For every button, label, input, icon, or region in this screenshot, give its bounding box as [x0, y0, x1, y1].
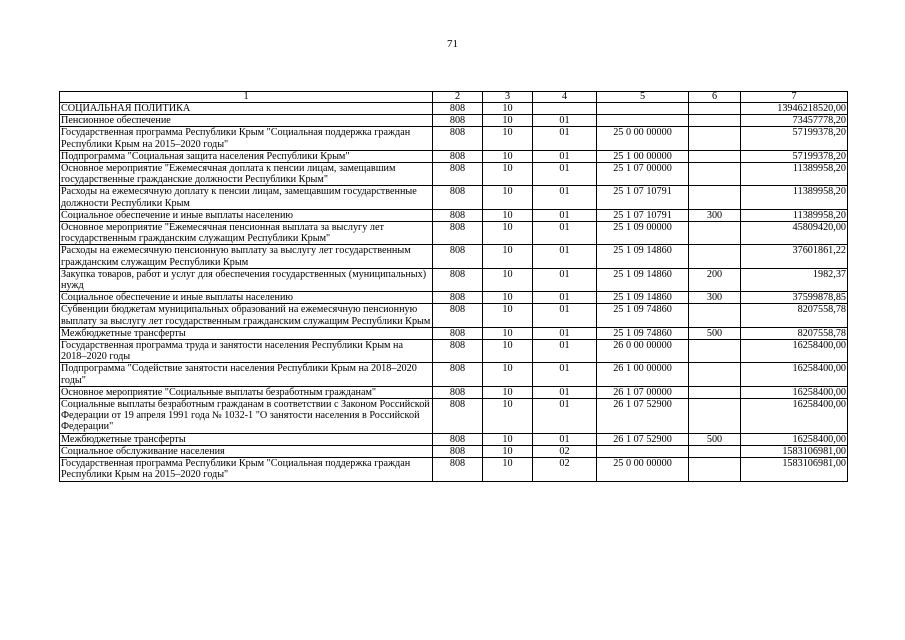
expense-type-cell: 300: [689, 209, 741, 221]
ministry-code-cell: 808: [433, 386, 483, 398]
target-article-cell: 25 1 00 00000: [597, 150, 689, 162]
ministry-code-cell: 808: [433, 150, 483, 162]
budget-table: [59, 91, 848, 482]
amount-cell: 11389958,20: [741, 209, 848, 221]
table-row: [60, 103, 848, 115]
item-name-cell: Социальные выплаты безработным гражданам в соответствии с Законом Российской Федерации от 19 апреля 1991 года № 1032-1 "О занятости населения в Российской Федерации": [60, 399, 433, 434]
ministry-code-cell: 808: [433, 222, 483, 245]
target-article-cell: 26 1 00 00000: [597, 363, 689, 386]
section-code-cell: 10: [483, 268, 533, 291]
table-row: [60, 222, 848, 245]
item-name-cell: Подпрограмма "Социальная защита населения Республики Крым": [60, 150, 433, 162]
subsection-code-cell: 02: [533, 458, 597, 481]
amount-cell: 16258400,00: [741, 433, 848, 445]
item-name-cell: Основное мероприятие "Ежемесячная пенсионная выплата за выслугу лет государственным гражданским служащим Республики Крым": [60, 222, 433, 245]
column-header-1: 1: [60, 92, 433, 103]
table-row: [60, 445, 848, 457]
ministry-code-cell: 808: [433, 292, 483, 304]
target-article-cell: 26 1 07 00000: [597, 386, 689, 398]
target-article-cell: 25 1 09 14860: [597, 245, 689, 268]
item-name-cell: СОЦИАЛЬНАЯ ПОЛИТИКА: [60, 103, 433, 115]
expense-type-cell: [689, 103, 741, 115]
section-code-cell: 10: [483, 163, 533, 186]
expense-type-cell: [689, 115, 741, 127]
item-name-cell: Основное мероприятие "Ежемесячная доплата к пенсии лицам, замещавшим государственные гражданские должности Республики Крым": [60, 163, 433, 186]
table-row: [60, 209, 848, 221]
amount-cell: 57199378,20: [741, 127, 848, 150]
ministry-code-cell: 808: [433, 363, 483, 386]
amount-cell: 8207558,78: [741, 327, 848, 339]
amount-cell: 57199378,20: [741, 150, 848, 162]
expense-type-cell: [689, 340, 741, 363]
section-code-cell: 10: [483, 115, 533, 127]
subsection-code-cell: 01: [533, 292, 597, 304]
table-row: [60, 268, 848, 291]
table-body: [60, 103, 848, 482]
ministry-code-cell: 808: [433, 445, 483, 457]
item-name-cell: Субвенции бюджетам муниципальных образований на ежемесячную пенсионную выплату за выслугу лет государственным гражданским служащим Республики Крым: [60, 304, 433, 327]
target-article-cell: 25 1 07 10791: [597, 186, 689, 209]
item-name-cell: Социальное обеспечение и иные выплаты населению: [60, 292, 433, 304]
amount-cell: 16258400,00: [741, 399, 848, 434]
subsection-code-cell: 01: [533, 386, 597, 398]
section-code-cell: 10: [483, 186, 533, 209]
column-header-4: 4: [533, 92, 597, 103]
expense-type-cell: 500: [689, 433, 741, 445]
ministry-code-cell: 808: [433, 163, 483, 186]
section-code-cell: 10: [483, 458, 533, 481]
subsection-code-cell: 01: [533, 245, 597, 268]
expense-type-cell: [689, 163, 741, 186]
target-article-cell: 25 1 09 74860: [597, 304, 689, 327]
amount-cell: 37601861,22: [741, 245, 848, 268]
subsection-code-cell: 01: [533, 363, 597, 386]
table-row: [60, 327, 848, 339]
expense-type-cell: [689, 127, 741, 150]
subsection-code-cell: 01: [533, 186, 597, 209]
expense-type-cell: [689, 245, 741, 268]
table-row: [60, 458, 848, 481]
subsection-code-cell: 01: [533, 150, 597, 162]
item-name-cell: Закупка товаров, работ и услуг для обеспечения государственных (муниципальных) нужд: [60, 268, 433, 291]
subsection-code-cell: 02: [533, 445, 597, 457]
subsection-code-cell: 01: [533, 304, 597, 327]
ministry-code-cell: 808: [433, 327, 483, 339]
item-name-cell: Социальное обслуживание населения: [60, 445, 433, 457]
target-article-cell: 26 1 07 52900: [597, 399, 689, 434]
section-code-cell: 10: [483, 433, 533, 445]
expense-type-cell: [689, 304, 741, 327]
item-name-cell: Расходы на ежемесячную пенсионную выплату за выслугу лет государственным гражданским служащим Республики Крым: [60, 245, 433, 268]
ministry-code-cell: 808: [433, 245, 483, 268]
section-code-cell: 10: [483, 150, 533, 162]
expense-type-cell: [689, 399, 741, 434]
table-row: [60, 363, 848, 386]
amount-cell: 16258400,00: [741, 386, 848, 398]
ministry-code-cell: 808: [433, 304, 483, 327]
ministry-code-cell: 808: [433, 340, 483, 363]
table-row: [60, 340, 848, 363]
column-header-7: 7: [741, 92, 848, 103]
section-code-cell: 10: [483, 209, 533, 221]
section-code-cell: 10: [483, 292, 533, 304]
target-article-cell: 25 1 09 00000: [597, 222, 689, 245]
subsection-code-cell: 01: [533, 268, 597, 291]
column-header-6: 6: [689, 92, 741, 103]
target-article-cell: [597, 103, 689, 115]
header-row: [60, 92, 848, 103]
column-header-3: 3: [483, 92, 533, 103]
expense-type-cell: 500: [689, 327, 741, 339]
amount-cell: 1982,37: [741, 268, 848, 291]
table-row: [60, 245, 848, 268]
target-article-cell: 25 1 09 74860: [597, 327, 689, 339]
amount-cell: 73457778,20: [741, 115, 848, 127]
expense-type-cell: [689, 458, 741, 481]
amount-cell: 8207558,78: [741, 304, 848, 327]
target-article-cell: 26 0 00 00000: [597, 340, 689, 363]
table-row: [60, 386, 848, 398]
item-name-cell: Межбюджетные трансферты: [60, 327, 433, 339]
table-row: [60, 127, 848, 150]
item-name-cell: Расходы на ежемесячную доплату к пенсии лицам, замещавшим государственные должности Республики Крым: [60, 186, 433, 209]
expense-type-cell: [689, 150, 741, 162]
section-code-cell: 10: [483, 127, 533, 150]
target-article-cell: 25 0 00 00000: [597, 458, 689, 481]
table-row: [60, 163, 848, 186]
expense-type-cell: 300: [689, 292, 741, 304]
item-name-cell: Государственная программа Республики Крым "Социальная поддержка граждан Республики Крым на 2015–2020 годы": [60, 127, 433, 150]
ministry-code-cell: 808: [433, 103, 483, 115]
ministry-code-cell: 808: [433, 186, 483, 209]
section-code-cell: 10: [483, 222, 533, 245]
item-name-cell: Основное мероприятие "Социальные выплаты безработным гражданам": [60, 386, 433, 398]
item-name-cell: Подпрограмма "Содействие занятости населения Республики Крым на 2018–2020 годы": [60, 363, 433, 386]
section-code-cell: 10: [483, 386, 533, 398]
ministry-code-cell: 808: [433, 209, 483, 221]
item-name-cell: Государственная программа Республики Крым "Социальная поддержка граждан Республики Крым на 2015–2020 годы": [60, 458, 433, 481]
table-row: [60, 399, 848, 434]
table-row: [60, 292, 848, 304]
subsection-code-cell: 01: [533, 115, 597, 127]
table-row: [60, 150, 848, 162]
expense-type-cell: [689, 386, 741, 398]
section-code-cell: 10: [483, 445, 533, 457]
column-header-5: 5: [597, 92, 689, 103]
amount-cell: 45809420,00: [741, 222, 848, 245]
target-article-cell: 25 0 00 00000: [597, 127, 689, 150]
target-article-cell: [597, 445, 689, 457]
expense-type-cell: [689, 445, 741, 457]
amount-cell: 1583106981,00: [741, 458, 848, 481]
target-article-cell: 25 1 07 00000: [597, 163, 689, 186]
ministry-code-cell: 808: [433, 433, 483, 445]
subsection-code-cell: 01: [533, 433, 597, 445]
amount-cell: 16258400,00: [741, 340, 848, 363]
table-row: [60, 186, 848, 209]
section-code-cell: 10: [483, 245, 533, 268]
subsection-code-cell: 01: [533, 399, 597, 434]
section-code-cell: 10: [483, 363, 533, 386]
expense-type-cell: [689, 222, 741, 245]
subsection-code-cell: 01: [533, 209, 597, 221]
amount-cell: 37599878,85: [741, 292, 848, 304]
target-article-cell: 25 1 09 14860: [597, 292, 689, 304]
amount-cell: 11389958,20: [741, 163, 848, 186]
ministry-code-cell: 808: [433, 458, 483, 481]
table-row: [60, 115, 848, 127]
target-article-cell: 26 1 07 52900: [597, 433, 689, 445]
expense-type-cell: 200: [689, 268, 741, 291]
item-name-cell: Пенсионное обеспечение: [60, 115, 433, 127]
subsection-code-cell: 01: [533, 340, 597, 363]
subsection-code-cell: 01: [533, 327, 597, 339]
amount-cell: 11389958,20: [741, 186, 848, 209]
subsection-code-cell: [533, 103, 597, 115]
amount-cell: 1583106981,00: [741, 445, 848, 457]
section-code-cell: 10: [483, 399, 533, 434]
column-header-2: 2: [433, 92, 483, 103]
amount-cell: 16258400,00: [741, 363, 848, 386]
table-header: [60, 92, 848, 103]
section-code-cell: 10: [483, 304, 533, 327]
target-article-cell: 25 1 09 14860: [597, 268, 689, 291]
target-article-cell: [597, 115, 689, 127]
ministry-code-cell: 808: [433, 399, 483, 434]
item-name-cell: Межбюджетные трансферты: [60, 433, 433, 445]
page-number: 71: [447, 38, 458, 50]
item-name-cell: Социальное обеспечение и иные выплаты населению: [60, 209, 433, 221]
section-code-cell: 10: [483, 103, 533, 115]
section-code-cell: 10: [483, 327, 533, 339]
subsection-code-cell: 01: [533, 127, 597, 150]
expense-type-cell: [689, 186, 741, 209]
target-article-cell: 25 1 07 10791: [597, 209, 689, 221]
subsection-code-cell: 01: [533, 222, 597, 245]
ministry-code-cell: 808: [433, 115, 483, 127]
amount-cell: 13946218520,00: [741, 103, 848, 115]
ministry-code-cell: 808: [433, 268, 483, 291]
section-code-cell: 10: [483, 340, 533, 363]
expense-type-cell: [689, 363, 741, 386]
table-row: [60, 433, 848, 445]
ministry-code-cell: 808: [433, 127, 483, 150]
item-name-cell: Государственная программа труда и занятости населения Республики Крым на 2018–2020 годы: [60, 340, 433, 363]
subsection-code-cell: 01: [533, 163, 597, 186]
table-row: [60, 304, 848, 327]
